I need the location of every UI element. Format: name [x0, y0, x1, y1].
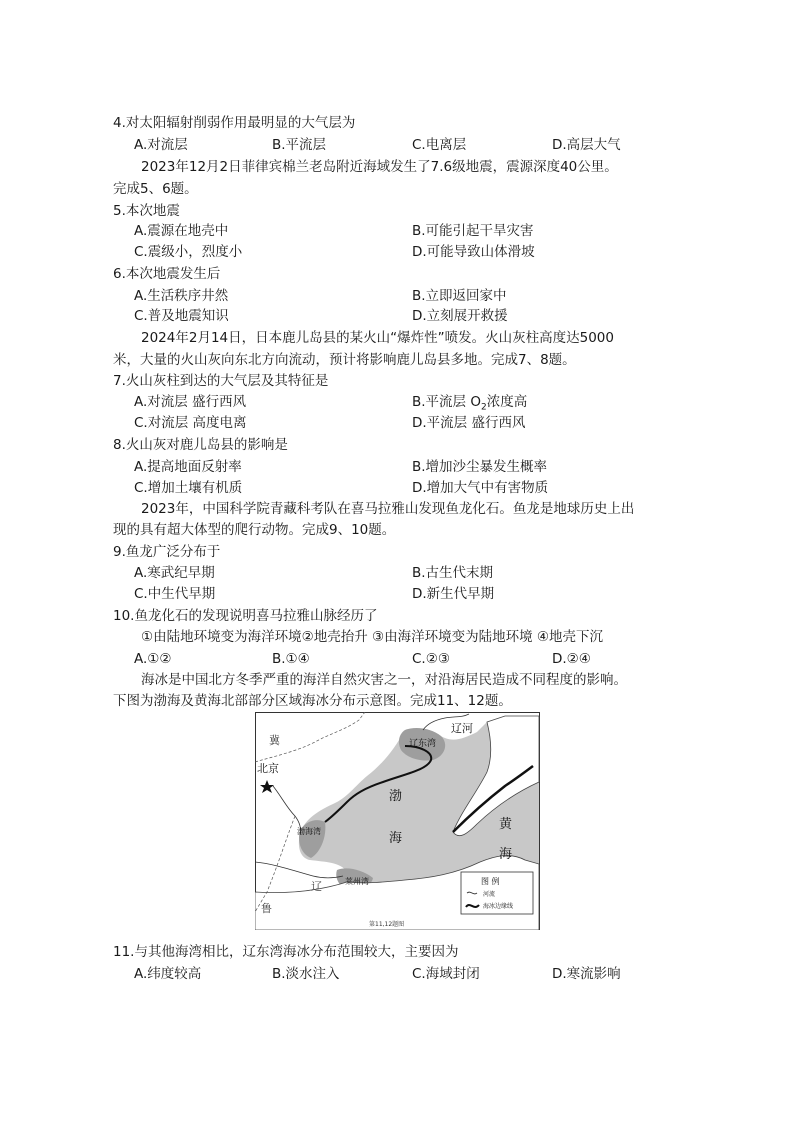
q11-option-a: A.纬度较高 — [134, 966, 202, 982]
q8-option-a: A.提高地面反射率 — [134, 459, 242, 475]
intro-5-6-line1: 2023年12月2日菲律宾棉兰老岛附近海域发生了7.6级地震，震源深度40公里。 — [141, 159, 618, 175]
q8-option-c: C.增加土壤有机质 — [134, 480, 243, 496]
q8-option-d: D.增加大气中有害物质 — [412, 480, 549, 496]
legend-ice-edge-label: 海冰边缘线 — [483, 903, 514, 910]
sea-ice-map — [255, 712, 540, 930]
map-caption: 第11,12题图 — [369, 921, 405, 928]
q7-option-b-head: B.平流层 O — [412, 394, 481, 410]
label-laizhou-bay: 莱州湾 — [345, 877, 369, 886]
q9-option-a: A.寒武纪早期 — [134, 565, 215, 581]
q7-option-c: C.对流层 高度电离 — [134, 415, 247, 431]
label-beijing: 北京 — [257, 762, 279, 775]
q5-option-a: A.震源在地壳中 — [134, 223, 229, 239]
label-ji: 冀 — [269, 734, 280, 747]
label-hai1: 海 — [389, 831, 403, 846]
q6-option-b: B.立即返回家中 — [412, 288, 507, 304]
q7-stem: 7.火山灰柱到达的大气层及其特征是 — [113, 373, 329, 389]
label-lu: 鲁 — [261, 902, 272, 915]
q6-option-d: D.立刻展开救援 — [412, 308, 508, 324]
q7-option-b-tail: 浓度高 — [486, 394, 528, 410]
q9-stem: 9.鱼龙广泛分布于 — [113, 544, 221, 560]
intro-5-6-line2: 完成5、6题。 — [113, 181, 198, 197]
intro-11-12-line1: 海冰是中国北方冬季严重的海洋自然灾害之一，对沿海居民造成不同程度的影响。 — [141, 672, 627, 688]
label-bo: 渤 — [389, 789, 403, 804]
label-huang: 黄 — [499, 817, 513, 832]
q6-option-c: C.普及地震知识 — [134, 308, 229, 324]
q4-stem: 4.对太阳辐射削弱作用最明显的大气层为 — [113, 115, 356, 131]
q7-option-b-subscript: 2 — [480, 402, 487, 413]
q4-option-d: D.高层大气 — [552, 137, 621, 153]
q6-option-a: A.生活秩序井然 — [134, 288, 229, 304]
q11-option-b: B.淡水注入 — [272, 966, 340, 982]
legend-river-label: 河流 — [483, 891, 496, 898]
q10-option-b: B.①④ — [272, 651, 310, 667]
q10-option-c: C.②③ — [412, 651, 450, 667]
q7-option-a: A.对流层 盛行西风 — [134, 394, 247, 410]
q4-option-b: B.平流层 — [272, 137, 327, 153]
q4-option-a: A.对流层 — [134, 137, 188, 153]
q7-option-d: D.平流层 盛行西风 — [412, 415, 526, 431]
intro-11-12-line2: 下图为渤海及黄海北部部分区域海冰分布示意图。完成11、12题。 — [113, 693, 512, 709]
label-bohai-bay: 渤海湾 — [297, 827, 321, 836]
q5-option-c: C.震级小，烈度小 — [134, 244, 243, 260]
legend-title: 图 例 — [481, 877, 500, 886]
q9-option-c: C.中生代早期 — [134, 586, 216, 602]
q9-option-d: D.新生代早期 — [412, 586, 495, 602]
intro-7-8-line2: 米，大量的火山灰向东北方向流动，预计将影响鹿儿岛县多地。完成7、8题。 — [113, 352, 576, 368]
intro-9-10-line1: 2023年，中国科学院青藏科考队在喜马拉雅山发现鱼龙化石。鱼龙是地球历史上出 — [141, 501, 635, 517]
intro-7-8-line1: 2024年2月14日，日本鹿儿岛县的某火山“爆炸性”喷发。火山灰柱高度达5000 — [141, 330, 614, 346]
intro-9-10-line2: 现的具有超大体型的爬行动物。完成9、10题。 — [113, 522, 396, 538]
label-liaodong-bay: 辽东湾 — [409, 739, 437, 749]
q10-statements: ①由陆地环境变为海洋环境②地壳抬升 ③由海洋环境变为陆地环境 ④地壳下沉 — [141, 629, 603, 645]
q10-stem: 10.鱼龙化石的发现说明喜马拉雅山脉经历了 — [113, 608, 378, 624]
q6-stem: 6.本次地震发生后 — [113, 266, 221, 282]
q11-stem: 11.与其他海湾相比，辽东湾海冰分布范围较大，主要因为 — [113, 944, 459, 960]
q5-option-b: B.可能引起干旱灾害 — [412, 223, 534, 239]
q5-option-d: D.可能导致山体滑坡 — [412, 244, 535, 260]
q11-option-d: D.寒流影响 — [552, 966, 621, 982]
q11-option-c: C.海域封闭 — [412, 966, 480, 982]
label-hai2: 海 — [499, 847, 513, 862]
q9-option-b: B.古生代末期 — [412, 565, 494, 581]
q10-option-d: D.②④ — [552, 651, 591, 667]
label-liaohe: 辽河 — [451, 722, 473, 735]
label-liao: 辽 — [311, 880, 322, 893]
q4-option-c: C.电离层 — [412, 137, 467, 153]
q8-option-b: B.增加沙尘暴发生概率 — [412, 459, 548, 475]
q10-option-a: A.①② — [134, 651, 172, 667]
q5-stem: 5.本次地震 — [113, 203, 180, 219]
q8-stem: 8.火山灰对鹿儿岛县的影响是 — [113, 437, 288, 453]
